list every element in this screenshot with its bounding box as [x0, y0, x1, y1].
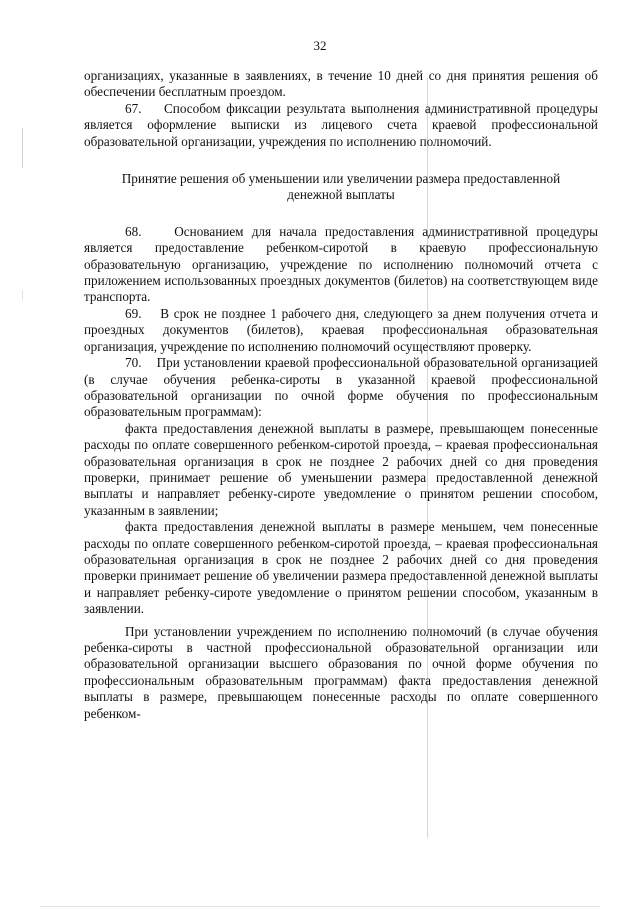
paragraph-71: При установлении учреждением по исполнению полномочий (в случае обучения ребенка-сироты в частной профессиональной образовательной организации или образовательной организации высшего образования по очной форме обучения по профессиональным образовательным программам) факта предоставления денежной выплаты в размере, превышающем понесенные расходы по оплате совершенного ребенком- [84, 623, 598, 721]
paragraph-70-item-a: факта предоставления денежной выплаты в размере, превышающем понесенные расходы по оплате совершенного ребенком-сиротой проезда, – краевая профессиональная образовательная организация в срок не позднее 2 рабочих дней со дня проведения проверки, принимает решение об уменьшении размера предоставленной денежной выплаты и направляет ребенку-сироте уведомление о принятом решении способом, указанным в заявлении; [84, 420, 598, 518]
scan-bottom-edge [40, 906, 600, 907]
paragraph-69: 69. В срок не позднее 1 рабочего дня, следующего за днем получения отчета и проездных документов (билетов), краевая профессиональная образовательная организация, учреждение по исполнению полномочий осуществляют проверку. [84, 305, 598, 354]
document-body [84, 68, 598, 722]
paragraph-67: 67. Способом фиксации результата выполнения административной процедуры является оформление выписки из лицевого счета краевой профессиональной образовательной организации, учреждения по исполнению полномочий. [84, 100, 598, 149]
paragraph-70: 70. При установлении краевой профессиональной образовательной организацией (в случае обучения ребенка-сироты в указанной краевой профессиональной образовательной организации по очной форме обучения по профессиональным образовательным программам): [84, 355, 598, 420]
paragraph-70-item-b: факта предоставления денежной выплаты в размере меньшем, чем понесенные расходы по оплате совершенного ребенком-сиротой проезда, – краевая профессиональная образовательная организация в срок не позднее 2 рабочих дней со дня проведения проверки принимает решение об увеличении размера предоставленной денежной выплаты и направляет ребенку-сироте уведомление о принятом решении способом, указанным в заявлении. [84, 519, 598, 617]
scan-edge-mark-left-2 [22, 290, 23, 300]
scan-edge-mark-left [22, 128, 23, 168]
page-number: 32 [313, 38, 327, 53]
paragraph-68: 68. Основанием для начала предоставления административной процедуры является предоставление ребенком-сиротой в краевую профессиональную образовательную организацию, учреждение по исполнению полномочий отчета с приложением использованных проездных документов (билетов) на соответствующем виде транспорта. [84, 223, 598, 305]
section-heading: Принятие решения об уменьшении или увеличении размера предоставленной денежной выплаты [121, 171, 561, 203]
paragraph-continued: организациях, указанные в заявлениях, в течение 10 дней со дня принятия решения об обеспечении бесплатным проездом. [84, 68, 598, 100]
